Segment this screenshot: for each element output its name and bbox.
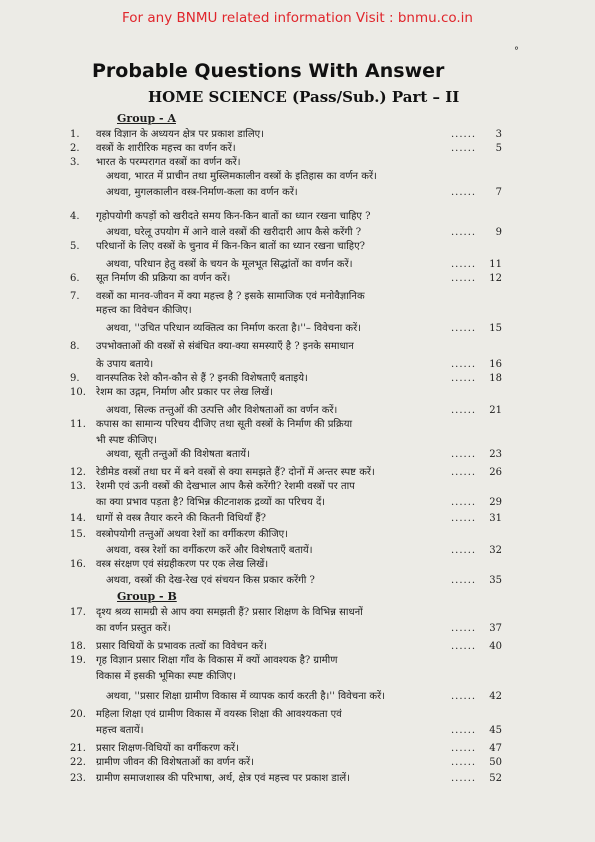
leader-dots: ...... <box>451 227 477 238</box>
question-row <box>0 226 595 240</box>
question-text: अथवा, ''उचित परिधान व्यक्तित्व का निर्माण करता है।''– विवेचना करें। <box>106 323 361 334</box>
question-number: 6. <box>70 273 80 284</box>
question-number: 4. <box>70 211 80 222</box>
question-text: वस्त्रों के शारीरिक महत्त्व का वर्णन करें। <box>96 143 236 154</box>
leader-dots: ...... <box>451 323 477 334</box>
group-b-heading: Group - B <box>117 590 177 603</box>
question-row <box>0 128 595 142</box>
question-text: अथवा, परिधान हेतु वस्त्रों के चयन के मूलभूत सिद्धांतों का वर्णन करें। <box>106 259 353 270</box>
page-number: 35 <box>489 575 502 586</box>
question-number: 5. <box>70 241 80 252</box>
question-text: अथवा, वस्त्रों की देख-रेख एवं संचयन किस प्रकार करेंगी ? <box>106 575 315 586</box>
page-number: 42 <box>489 691 502 702</box>
question-text: अथवा, वस्त्र रेशों का वर्गीकरण करें और विशेषताएँ बतायें। <box>106 545 313 556</box>
question-number: 14. <box>70 513 86 524</box>
page-subtitle: HOME SCIENCE (Pass/Sub.) Part – II <box>148 88 460 106</box>
question-row <box>0 558 595 572</box>
leader-dots: ...... <box>451 743 477 754</box>
question-number: 8. <box>70 341 80 352</box>
page-number: 3 <box>495 129 502 140</box>
question-text: वस्त्र विज्ञान के अध्ययन क्षेत्र पर प्रकाश डालिए। <box>96 129 265 140</box>
question-row <box>0 404 595 418</box>
question-text: रेशम का उद्गम, निर्माण और प्रकार पर लेख लिखें। <box>96 387 273 398</box>
page-number: 5 <box>495 143 502 154</box>
page-number: 37 <box>489 623 502 634</box>
page-mark: ° <box>514 46 519 57</box>
question-text: गृहोपयोगी कपड़ों को खरीदते समय किन-किन बातों का ध्यान रखना चाहिए ? <box>96 211 371 222</box>
question-number: 22. <box>70 757 86 768</box>
question-text: ग्रामीण जीवन की विशेषताओं का वर्णन करें। <box>96 757 254 768</box>
question-row <box>0 772 595 786</box>
question-row <box>0 448 595 462</box>
question-number: 23. <box>70 773 86 784</box>
question-row <box>0 386 595 400</box>
question-row <box>0 742 595 756</box>
question-text: वस्त्रों का मानव-जीवन में क्या महत्त्व है ? इसके सामाजिक एवं मनोवैज्ञानिक <box>96 291 365 302</box>
page-number: 52 <box>489 773 502 784</box>
question-text: अथवा, सूती तन्तुओं की विशेषता बतायें। <box>106 449 250 460</box>
question-text: भी स्पष्ट कीजिए। <box>96 435 157 446</box>
question-text: महत्त्व बतायें। <box>96 725 144 736</box>
question-row <box>0 724 595 738</box>
question-text: वस्त्रोपयोगी तन्तुओं अथवा रेशों का वर्गीकरण कीजिए। <box>96 529 288 540</box>
leader-dots: ...... <box>451 143 477 154</box>
page-number: 47 <box>489 743 502 754</box>
question-number: 2. <box>70 143 80 154</box>
question-text: रेशमी एवं ऊनी वस्त्रों की देखभाल आप कैसे करेंगी? रेशमी वस्त्रों पर ताप <box>96 481 355 492</box>
question-row <box>0 340 595 354</box>
question-row <box>0 322 595 336</box>
question-row <box>0 496 595 510</box>
question-row <box>0 606 595 620</box>
leader-dots: ...... <box>451 373 477 384</box>
question-row <box>0 670 595 684</box>
question-number: 18. <box>70 641 86 652</box>
leader-dots: ...... <box>451 497 477 508</box>
question-row <box>0 480 595 494</box>
question-text: रेडीमेड वस्त्रों तथा घर में बने वस्त्रों से क्या समझते हैं? दोनों में अन्तर स्पष्ट करें। <box>96 467 375 478</box>
site-banner: For any BNMU related information Visit : bnmu.co.in <box>122 10 473 26</box>
question-row <box>0 304 595 318</box>
question-row <box>0 142 595 156</box>
question-row <box>0 240 595 254</box>
page-number: 9 <box>495 227 502 238</box>
question-text: का वर्णन प्रस्तुत करें। <box>96 623 171 634</box>
question-row <box>0 156 595 170</box>
question-text: महिला शिक्षा एवं ग्रामीण विकास में वयस्क शिक्षा की आवश्यकता एवं <box>96 709 342 720</box>
question-number: 21. <box>70 743 86 754</box>
question-text: सूत निर्माण की प्रक्रिया का वर्णन करें। <box>96 273 231 284</box>
page-number: 21 <box>489 405 502 416</box>
question-text: प्रसार शिक्षण-विधियों का वर्गीकरण करें। <box>96 743 239 754</box>
page-number: 32 <box>489 545 502 556</box>
group-a-heading: Group - A <box>117 112 176 125</box>
page-number: 12 <box>489 273 502 284</box>
question-row <box>0 640 595 654</box>
question-text: वानस्पतिक रेशे कौन-कौन से हैं ? इनकी विशेषताएँ बताइये। <box>96 373 308 384</box>
leader-dots: ...... <box>451 129 477 140</box>
question-text: अथवा, भारत में प्राचीन तथा मुस्लिमकालीन वस्त्रों के इतिहास का वर्णन करें। <box>106 171 377 182</box>
question-text: कपास का सामान्य परिचय दीजिए तथा सूती वस्त्रों के निर्माण की प्रक्रिया <box>96 419 353 430</box>
page-number: 26 <box>489 467 502 478</box>
page-number: 40 <box>489 641 502 652</box>
leader-dots: ...... <box>451 757 477 768</box>
question-text: परिधानों के लिए वस्त्रों के चुनाव में किन-किन बातों का ध्यान रखना चाहिए? <box>96 241 365 252</box>
question-text: विकास में इसकी भूमिका स्पष्ट कीजिए। <box>96 671 236 682</box>
page-number: 7 <box>495 187 502 198</box>
question-text: धागों से वस्त्र तैयार करने की कितनी विधियाँ हैं? <box>96 513 266 524</box>
question-text: महत्त्व का विवेचन कीजिए। <box>96 305 192 316</box>
question-text: प्रसार विधियों के प्रभावक तत्वों का विवेचन करें। <box>96 641 267 652</box>
question-row <box>0 622 595 636</box>
page-number: 16 <box>489 359 502 370</box>
leader-dots: ...... <box>451 467 477 478</box>
leader-dots: ...... <box>451 405 477 416</box>
leader-dots: ...... <box>451 575 477 586</box>
question-text: के उपाय बताये। <box>96 359 154 370</box>
question-text: उपभोक्ताओं की वस्त्रों से संबंधित क्या-क्या समस्याएँ है ? इनके समाधान <box>96 341 354 352</box>
question-number: 20. <box>70 709 86 720</box>
question-row <box>0 574 595 588</box>
question-row <box>0 708 595 722</box>
question-row <box>0 528 595 542</box>
question-row <box>0 654 595 668</box>
leader-dots: ...... <box>451 725 477 736</box>
question-row <box>0 690 595 704</box>
leader-dots: ...... <box>451 513 477 524</box>
question-text: अथवा, सिल्क तन्तुओं की उत्पत्ति और विशेषताओं का वर्णन करें। <box>106 405 338 416</box>
question-text: का क्या प्रभाव पड़ता है? विभिन्न कीटनाशक द्रव्यों का परिचय दें। <box>96 497 326 508</box>
question-number: 15. <box>70 529 86 540</box>
question-text: वस्त्र संरक्षण एवं संग्रहीकरण पर एक लेख लिखें। <box>96 559 269 570</box>
question-number: 1. <box>70 129 80 140</box>
question-text: अथवा, मुगलकालीन वस्त्र-निर्माण-कला का वर्णन करें। <box>106 187 298 198</box>
question-number: 9. <box>70 373 80 384</box>
page-number: 15 <box>489 323 502 334</box>
question-number: 12. <box>70 467 86 478</box>
leader-dots: ...... <box>451 259 477 270</box>
page-number: 50 <box>489 757 502 768</box>
question-row <box>0 272 595 286</box>
question-row <box>0 210 595 224</box>
leader-dots: ...... <box>451 273 477 284</box>
page-number: 23 <box>489 449 502 460</box>
page-number: 29 <box>489 497 502 508</box>
page-title: Probable Questions With Answer <box>92 60 445 82</box>
question-number: 11. <box>70 419 86 430</box>
page-number: 18 <box>489 373 502 384</box>
question-text: भारत के परम्परागत वस्त्रों का वर्णन करें। <box>96 157 241 168</box>
question-number: 7. <box>70 291 80 302</box>
question-row <box>0 512 595 526</box>
question-row <box>0 434 595 448</box>
leader-dots: ...... <box>451 449 477 460</box>
question-text: अथवा, घरेलू उपयोग में आने वाले वस्त्रों की खरीदारी आप कैसे करेंगी ? <box>106 227 362 238</box>
question-row <box>0 544 595 558</box>
question-row <box>0 258 595 272</box>
question-text: दृश्य श्रव्य सामग्री से आप क्या समझती हैं? प्रसार शिक्षण के विभिन्न साधनों <box>96 607 363 618</box>
page-number: 31 <box>489 513 502 524</box>
question-text: ग्रामीण समाजशास्त्र की परिभाषा, अर्थ, क्षेत्र एवं महत्त्व पर प्रकाश डालें। <box>96 773 350 784</box>
question-text: गृह विज्ञान प्रसार शिक्षा गाँव के विकास में क्यों आवश्यक है? ग्रामीण <box>96 655 338 666</box>
leader-dots: ...... <box>451 623 477 634</box>
question-number: 19. <box>70 655 86 666</box>
page-number: 11 <box>489 259 502 270</box>
leader-dots: ...... <box>451 545 477 556</box>
leader-dots: ...... <box>451 187 477 198</box>
leader-dots: ...... <box>451 691 477 702</box>
question-row <box>0 358 595 372</box>
question-row <box>0 290 595 304</box>
question-row <box>0 418 595 432</box>
question-number: 17. <box>70 607 86 618</box>
question-row <box>0 756 595 770</box>
leader-dots: ...... <box>451 773 477 784</box>
question-row <box>0 466 595 480</box>
question-text: अथवा, ''प्रसार शिक्षा ग्रामीण विकास में व्यापक कार्य करती है।'' विवेचना करें। <box>106 691 385 702</box>
question-number: 10. <box>70 387 86 398</box>
question-row <box>0 372 595 386</box>
question-row <box>0 170 595 184</box>
question-row <box>0 186 595 200</box>
leader-dots: ...... <box>451 359 477 370</box>
leader-dots: ...... <box>451 641 477 652</box>
question-number: 13. <box>70 481 86 492</box>
question-number: 3. <box>70 157 80 168</box>
page-number: 45 <box>489 725 502 736</box>
question-number: 16. <box>70 559 86 570</box>
